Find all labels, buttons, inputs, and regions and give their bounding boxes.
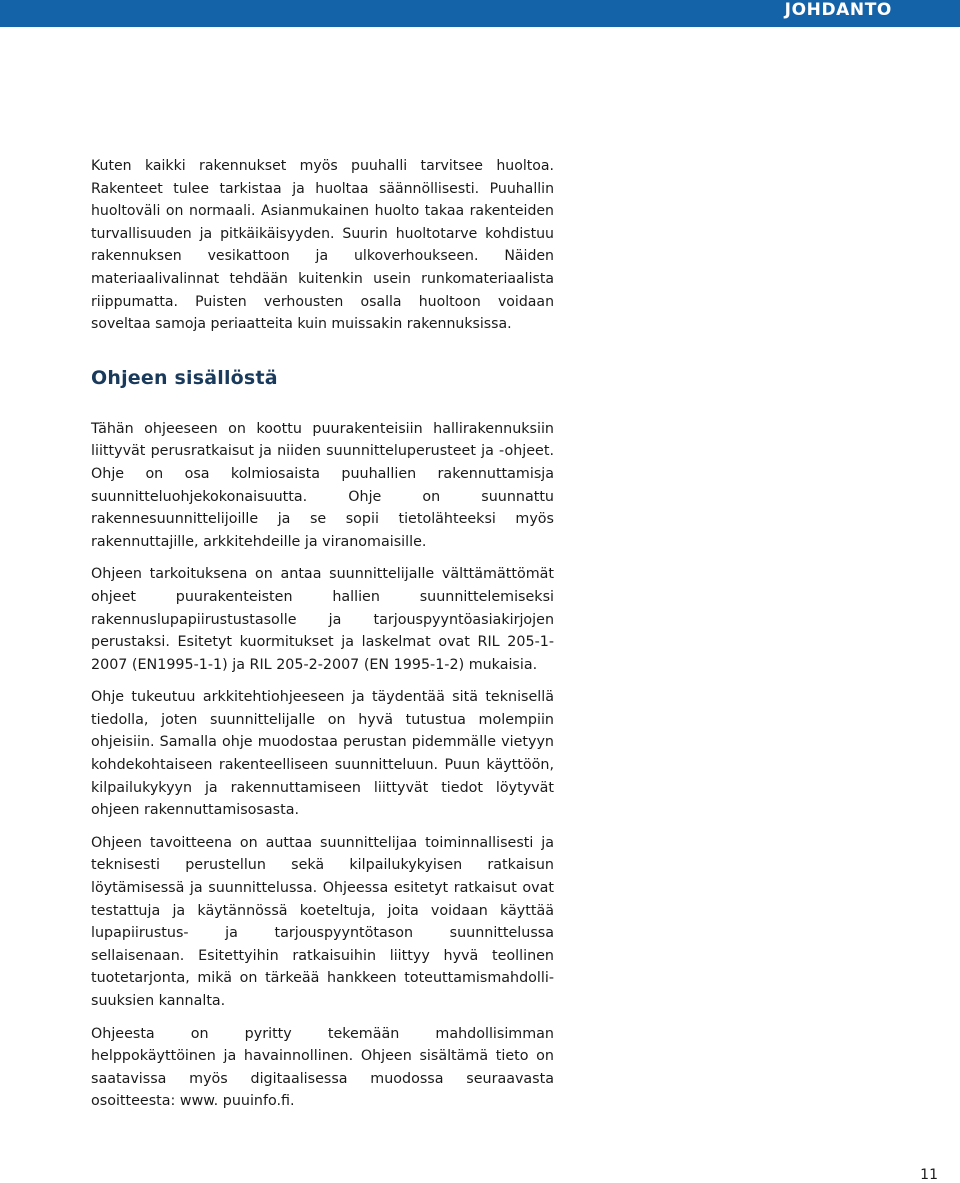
body-paragraph: Ohjeen tavoitteena on auttaa suunnittelijaa toiminnallisesti ja teknisesti perustellun sekä kilpailukykyisen ratkaisun löytämisessä ja suunnittelussa. Ohjeessa esitetyt ratkaisut ovat testattuja ja käytännössä koeteltuja, joita voidaan käyttää lupapiirustus- ja tarjouspyyntötason suunnittelussa sellaisenaan. Esitettyihin ratkaisuihin liittyy hyvä teollinen tuotetarjonta, mikä on tärkeää hankkeen toteuttamismahdolli-suuksien kannalta. bbox=[91, 834, 554, 1009]
section-heading: Ohjeen sisällöstä bbox=[91, 366, 278, 389]
body-paragraph: Ohje tukeutuu arkkitehtiohjeeseen ja täydentää sitä teknisellä tiedolla, joten suunnittelijalle on hyvä tutustua molempiin ohjeisiin. Samalla ohje muodostaa perustan pidemmälle vietyyn kohdekohtaiseen rakenteelliseen suunnitteluun. Puun käyttöön, kilpailukykyyn ja rakennuttamiseen liittyvät tiedot löytyvät ohjeen rakennuttamisosasta. bbox=[91, 689, 554, 819]
header-bar bbox=[0, 0, 960, 27]
body-paragraph: Tähän ohjeeseen on koottu puurakenteisiin hallirakennuksiin liittyvät perusratkaisut ja niiden suunnitteluperusteet ja -ohjeet. Ohje on osa kolmiosaista puuhallien rakennuttamisja suunnitteluohjekokonaisuutta. Ohje on suunnattu rakennesuunnittelijoille ja se sopii tietolähteeksi myös rakennuttajille, arkkitehdeille ja viranomaisille. bbox=[91, 420, 554, 550]
section-label: JOHDANTO bbox=[784, 0, 892, 20]
main-content bbox=[91, 155, 554, 1113]
page-number: 11 bbox=[920, 1167, 938, 1183]
body-paragraph: Ohjeen tarkoituksena on antaa suunnittelijalle välttämättömät ohjeet puurakenteisten hallien suunnittelemiseksi rakennuslupapiirustustasolle ja tarjouspyyntöasiakirjojen perustaksi. Esitetyt kuormitukset ja laskelmat ovat RIL 205-1-2007 (EN1995-1-1) ja RIL 205-2-2007 (EN 1995-1-2) mukaisia. bbox=[91, 566, 554, 673]
intro-paragraph: Kuten kaikki rakennukset myös puuhalli tarvitsee huoltoa. Rakenteet tulee tarkistaa ja huoltaa säännöllisesti. Puuhallin huoltoväli on normaali. Asianmukainen huolto takaa rakenteiden turvallisuuden ja pitkäikäisyyden. Suurin huoltotarve kohdistuu rakennuksen vesikattoon ja ulkoverhoukseen. Näiden materiaalivalinnat tehdään kuitenkin usein runkomateriaalista riippumatta. Puisten verhousten osalla huoltoon voidaan soveltaa samoja periaatteita kuin muissakin rakennuksissa. bbox=[91, 158, 554, 333]
body-paragraph: Ohjeesta on pyritty tekemään mahdollisimman helppokäyttöinen ja havainnollinen. Ohjeen sisältämä tieto on saatavissa myös digitaalisessa muodossa seuraavasta osoitteesta: www. puuinfo.fi. bbox=[91, 1025, 554, 1110]
